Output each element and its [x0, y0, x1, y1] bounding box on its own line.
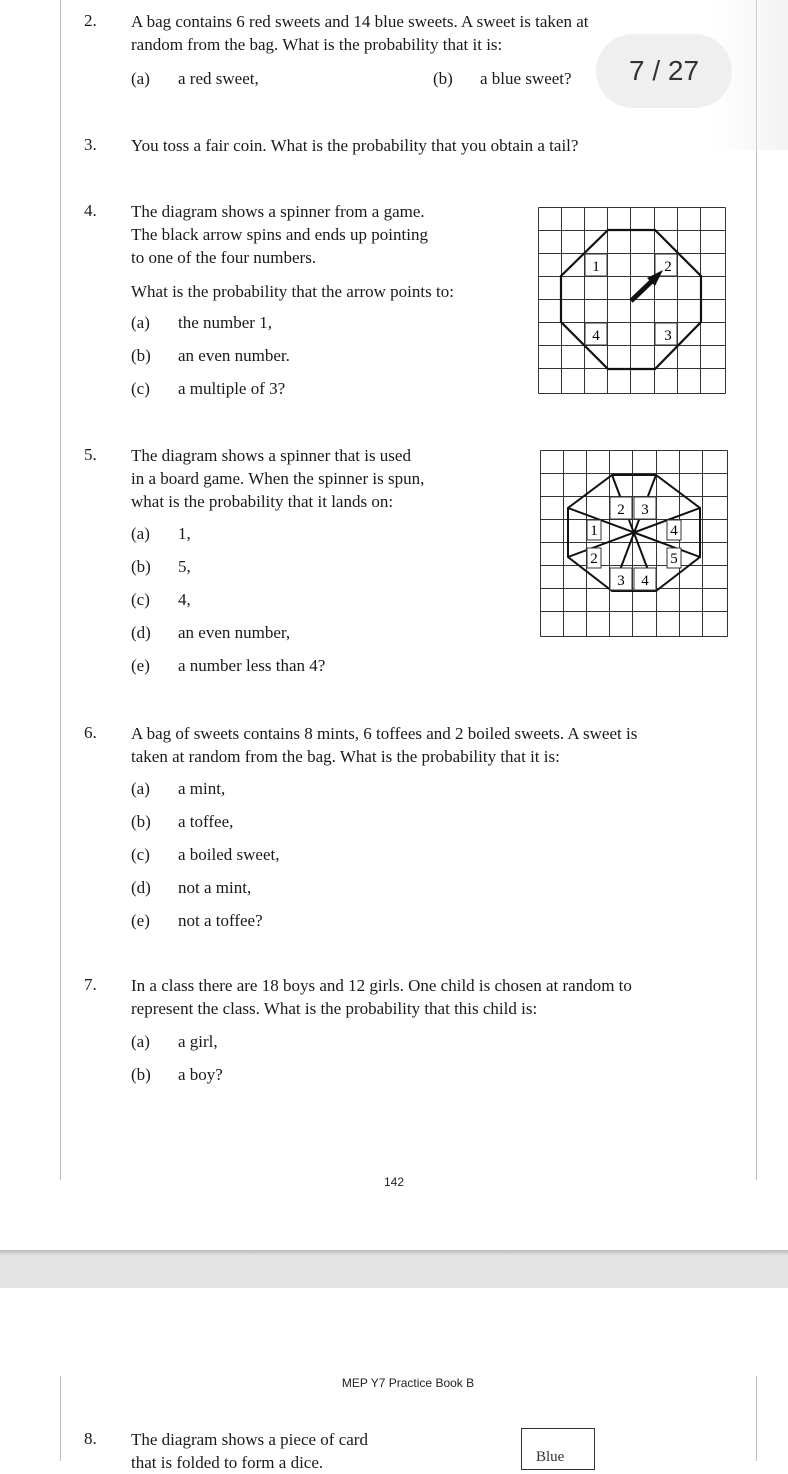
- part-text: the number 1,: [178, 313, 272, 332]
- part-text: a multiple of 3?: [178, 379, 286, 398]
- page-left-border: [60, 0, 61, 1180]
- question-text: The diagram shows a piece of card that is folded to form a dice.: [131, 1430, 368, 1472]
- part-label: (c): [131, 845, 150, 864]
- spinner-number: 1: [592, 259, 600, 275]
- label-boxes: [587, 497, 681, 590]
- question-number: 7.: [84, 975, 97, 994]
- spinner-number: 2: [590, 551, 598, 567]
- document-page-next: [0, 1288, 788, 1461]
- question-number: 6.: [84, 723, 97, 742]
- part-label: (e): [131, 911, 150, 930]
- question-text: In a class there are 18 boys and 12 girls. One child is chosen at random to represent the class. What is the probability that this child is:: [131, 976, 632, 1018]
- question-text: The diagram shows a spinner from a game. The black arrow spins and ends up pointing to one of the four numbers.: [131, 202, 428, 267]
- spinner-number: 4: [641, 573, 649, 589]
- part-text: a number less than 4?: [178, 656, 326, 675]
- question-text: A bag contains 6 red sweets and 14 blue sweets. A sweet is taken at random from the bag. What is the probability that it is:: [131, 12, 589, 54]
- question-text: The diagram shows a spinner that is used in a board game. When the spinner is spun, what is the probability that it lands on:: [131, 446, 425, 511]
- part-text: an even number.: [178, 346, 290, 365]
- question-number: 5.: [84, 445, 97, 464]
- part-text: a toffee,: [178, 812, 234, 831]
- spinner-number: 4: [592, 328, 600, 344]
- part-text: a red sweet,: [178, 69, 259, 88]
- spinner-number: 2: [617, 502, 625, 518]
- page-number: 142: [383, 1175, 405, 1189]
- part-text: a boy?: [178, 1065, 223, 1084]
- question-text: You toss a fair coin. What is the probability that you obtain a tail?: [131, 136, 579, 155]
- part-label: (e): [131, 656, 150, 675]
- part-text: a girl,: [178, 1032, 218, 1051]
- part-text: not a mint,: [178, 878, 252, 897]
- part-label: (a): [131, 524, 150, 543]
- part-text: an even number,: [178, 623, 291, 642]
- part-label: (c): [131, 379, 150, 398]
- question-number: 3.: [84, 135, 97, 154]
- arrow-icon: [631, 270, 663, 301]
- page-gap-shadow: [0, 1250, 788, 1256]
- page-header: MEP Y7 Practice Book B: [341, 1376, 475, 1390]
- question-number: 4.: [84, 201, 97, 220]
- spinner-diagram-q5: [540, 450, 730, 639]
- part-label: (b): [131, 812, 151, 831]
- part-text: 5,: [178, 557, 191, 576]
- part-text: 1,: [178, 524, 191, 543]
- part-text: a boiled sweet,: [178, 845, 280, 864]
- spinner-number: 1: [590, 523, 598, 539]
- spinner-number: 5: [670, 551, 678, 567]
- question-text: A bag of sweets contains 8 mints, 6 toffees and 2 boiled sweets. A sweet is taken at random from the bag. What is the probability that it is:: [131, 724, 638, 766]
- part-label: (b): [131, 1065, 151, 1084]
- question-prompt: What is the probability that the arrow points to:: [131, 282, 454, 301]
- part-label: (a): [131, 69, 150, 88]
- spinner-number: 4: [670, 523, 678, 539]
- part-label: (a): [131, 779, 150, 798]
- part-label: (c): [131, 590, 150, 609]
- spinner-diagram-q4: [538, 207, 728, 396]
- spinner-number: 3: [641, 502, 649, 518]
- part-label: (b): [131, 346, 151, 365]
- question-number: 2.: [84, 11, 97, 30]
- page-counter-badge: 7 / 27: [596, 34, 732, 108]
- part-text: not a toffee?: [178, 911, 263, 930]
- part-text: a mint,: [178, 779, 226, 798]
- part-text: 4,: [178, 590, 191, 609]
- question-number: 8.: [84, 1429, 97, 1448]
- card-face-label: Blue: [536, 1449, 565, 1465]
- part-label: (d): [131, 878, 151, 897]
- part-label: (b): [131, 557, 151, 576]
- dice-net-card: [521, 1428, 595, 1470]
- part-text: a blue sweet?: [480, 69, 572, 88]
- spinner-number: 2: [664, 259, 672, 275]
- page-right-border: [756, 0, 757, 1180]
- part-label: (a): [131, 313, 150, 332]
- spinner-number: 3: [617, 573, 625, 589]
- part-label: (a): [131, 1032, 150, 1051]
- spinner-number: 3: [664, 328, 672, 344]
- part-label: (b): [433, 69, 453, 88]
- part-label: (d): [131, 623, 151, 642]
